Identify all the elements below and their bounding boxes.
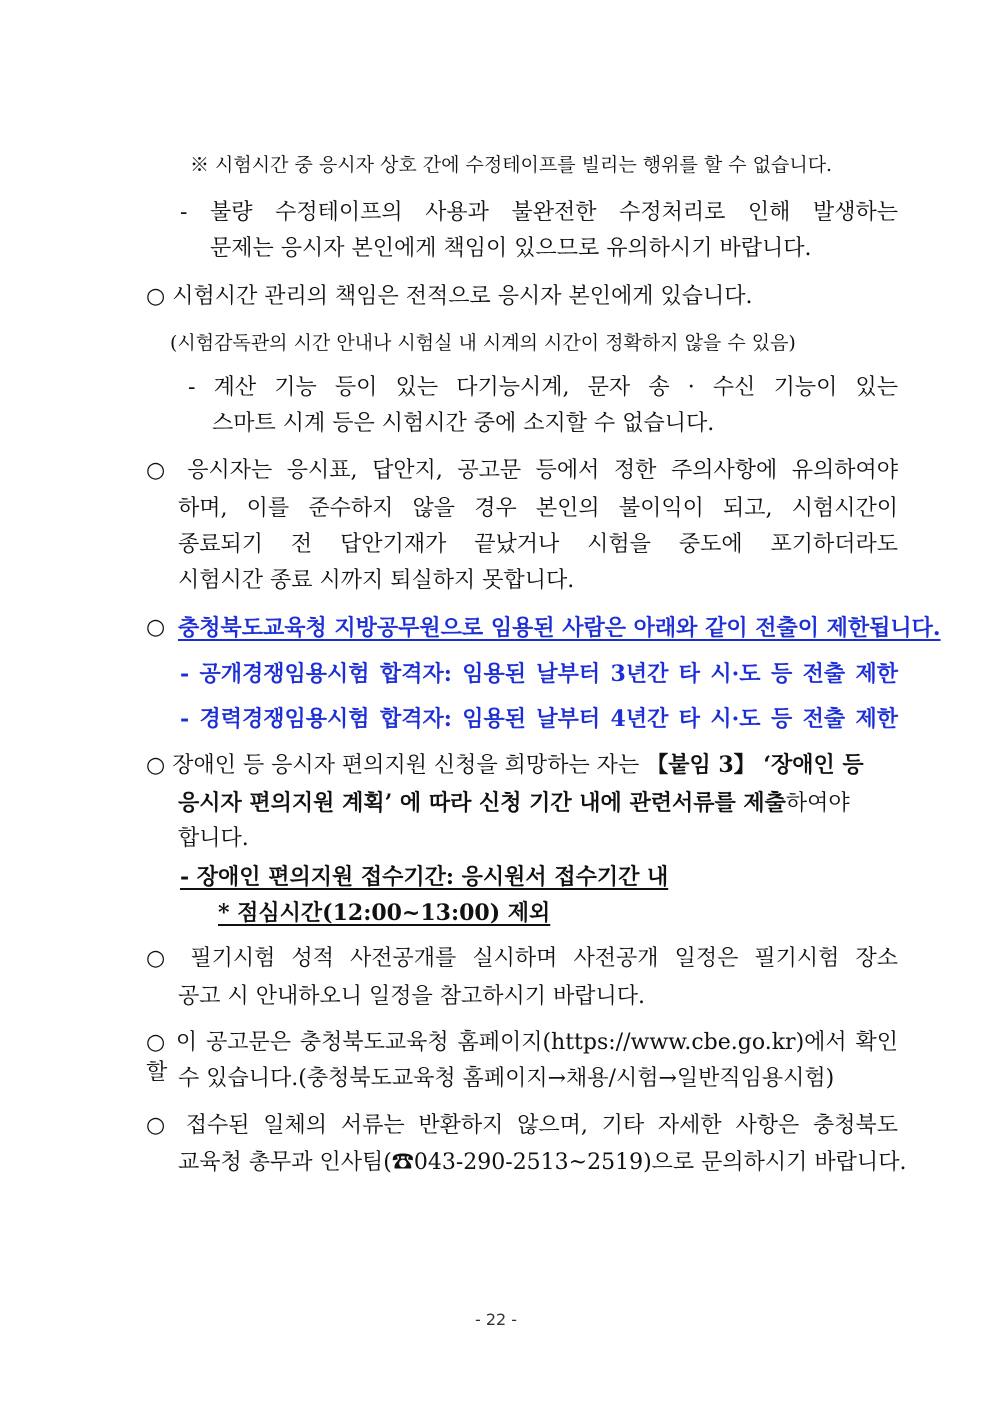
para-score-disclosure-line2: 공고 시 안내하오니 일정을 참고하시기 바랍니다. xyxy=(178,984,646,1009)
transfer-restriction-open: - 공개경쟁임용시험 합격자: 임용된 날부터 3년간 타 시·도 등 전출 제한 xyxy=(180,661,898,687)
transfer-restriction-career: - 경력경쟁임용시험 합격자: 임용된 날부터 4년간 타 시·도 등 전출 제한 xyxy=(180,706,898,732)
para-homepage-line1: ○ 이 공고문은 충청북도교육청 홈페이지(https://www.cbe.go.kr)에서 확인할 xyxy=(146,1030,898,1085)
bullet-tape-line2: 문제는 응시자 본인에게 책임이 있으므로 유의하시기 바랍니다. xyxy=(210,236,812,261)
note-time-accuracy: (시험감독관의 시간 안내나 시험실 내 시계의 시간이 정확하지 않을 수 있음) xyxy=(170,332,796,354)
bullet-watch-line1: - 계산 기능 등이 있는 다기능시계, 문자 송 · 수신 기능이 있는 xyxy=(188,375,898,400)
bullet-tape-line1: - 불량 수정테이프의 사용과 불완전한 수정처리로 인해 발생하는 xyxy=(180,200,898,225)
para-disability-line1: ○ 장애인 등 응시자 편의지원 신청을 희망하는 자는 【붙임 3】 ‘장애인 등 xyxy=(146,752,864,778)
para-cautions-line1: ○ 응시자는 응시표, 답안지, 공고문 등에서 정한 주의사항에 유의하여야 xyxy=(146,458,898,483)
para-disability-line2: 응시자 편의지원 계획’ 에 따라 신청 기간 내에 관련서류를 제출하여야 xyxy=(178,790,850,816)
para-score-disclosure-line1: ○ 필기시험 성적 사전공개를 실시하며 사전공개 일정은 필기시험 장소 xyxy=(146,946,898,971)
para-cautions-line4: 시험시간 종료 시까지 퇴실하지 못합니다. xyxy=(178,568,575,593)
bullet-watch-line2: 스마트 시계 등은 시험시간 중에 소지할 수 없습니다. xyxy=(212,411,715,436)
para-homepage-line2: 수 있습니다.(충청북도교육청 홈페이지→채용/시험→일반직임용시험) xyxy=(178,1066,835,1091)
para-cautions-line2: 하며, 이를 준수하지 않을 경우 본인의 불이익이 되고, 시험시간이 xyxy=(178,496,898,521)
para-cautions-line3: 종료되기 전 답안기재가 끝났거나 시험을 중도에 포기하더라도 xyxy=(178,532,898,557)
para-contact-line2: 교육청 총무과 인사팀(☎043-290-2513~2519)으로 문의하시기 바랍니다. xyxy=(178,1150,907,1175)
disability-application-period: - 장애인 편의지원 접수기간: 응시원서 접수기간 내 xyxy=(180,864,669,890)
page-number: - 22 - xyxy=(474,1310,518,1329)
attachment-3-ref: 【붙임 3】 ‘장애인 등 xyxy=(646,752,864,778)
lunch-break-exclusion: * 점심시간(12:00~13:00) 제외 xyxy=(218,900,551,926)
para-time-management: ○ 시험시간 관리의 책임은 전적으로 응시자 본인에게 있습니다. xyxy=(146,284,753,309)
transfer-restriction-title: 충청북도교육청 지방공무원으로 임용된 사람은 아래와 같이 전출이 제한됩니다. xyxy=(178,615,941,641)
para-disability-line3: 합니다. xyxy=(178,826,249,851)
note-tape-lending: ※ 시험시간 중 응시자 상호 간에 수정테이프를 빌리는 행위를 할 수 없습니다. xyxy=(190,154,833,176)
para-contact-line1: ○ 접수된 일체의 서류는 반환하지 않으며, 기타 자세한 사항은 충청북도 xyxy=(146,1113,898,1138)
bullet-circle: ○ xyxy=(146,615,166,640)
